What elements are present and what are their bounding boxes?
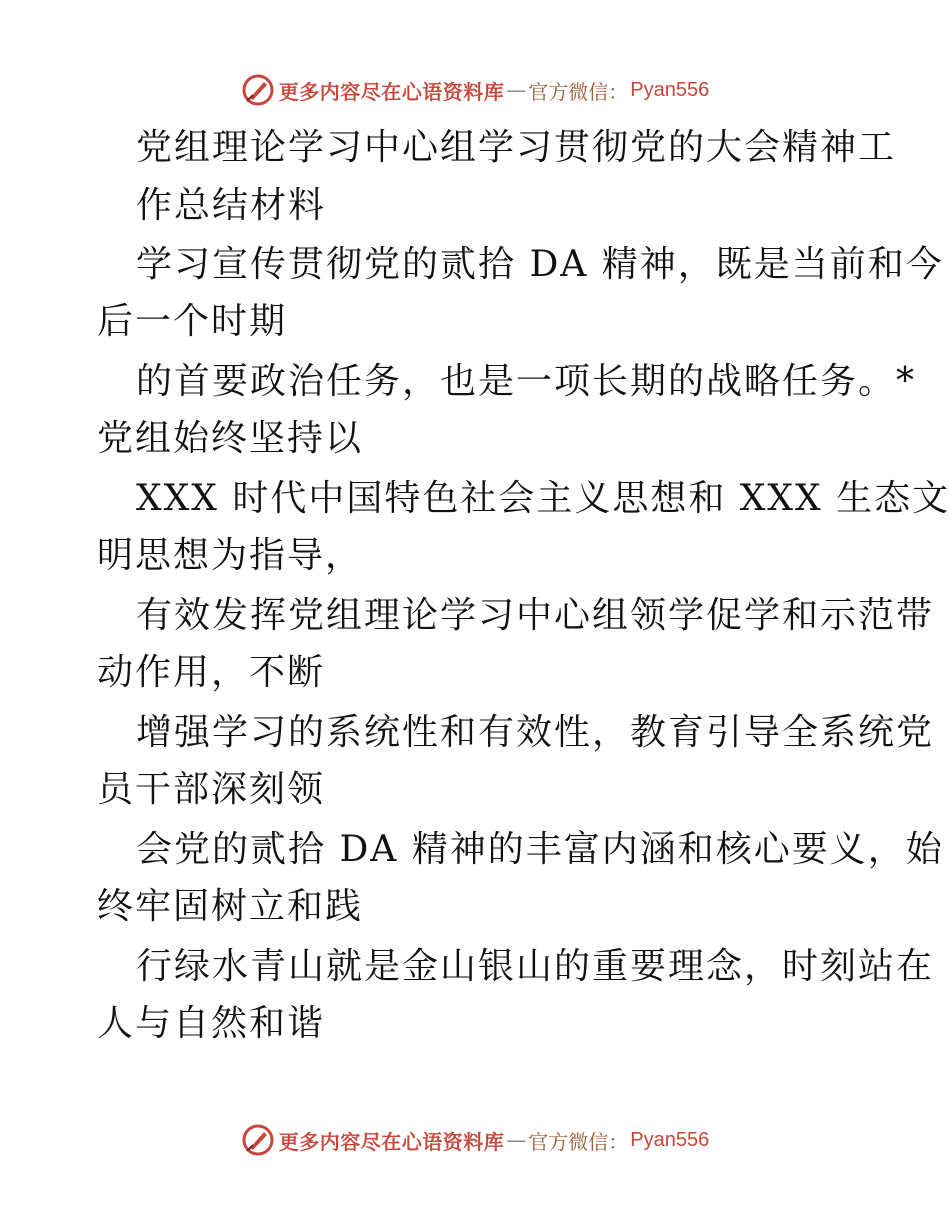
- quill-logo-icon: [241, 73, 275, 107]
- footer-wechat-id: Pyan556: [630, 1128, 710, 1151]
- footer-wechat-label: 官方微信：: [528, 1129, 629, 1154]
- quill-logo-icon: [241, 1123, 275, 1157]
- doc-line: 员干部深刻领: [97, 769, 326, 810]
- doc-line: 的首要政治任务，也是一项长期的战略任务。*: [136, 361, 917, 402]
- header-wechat-id: Pyan556: [630, 78, 710, 101]
- header-separator: —: [506, 78, 527, 102]
- header-brand-text: 更多内容尽在心语资料库: [278, 79, 505, 104]
- doc-line: 动作用，不断: [97, 652, 326, 693]
- doc-line: 学习宣传贯彻党的贰拾 DA 精神，既是当前和今: [136, 244, 944, 285]
- doc-line: 会党的贰拾 DA 精神的丰富内涵和核心要义，始: [136, 829, 944, 870]
- doc-line: 后一个时期: [97, 301, 288, 342]
- doc-line: 行绿水青山就是金山银山的重要理念，时刻站在: [136, 946, 935, 987]
- header-wechat-label: 官方微信：: [528, 79, 629, 104]
- footer-watermark: [0, 1120, 950, 1160]
- doc-line: XXX 时代中国特色社会主义思想和 XXX 生态文: [136, 478, 950, 519]
- doc-line: 终牢固树立和践: [97, 886, 364, 927]
- doc-line: 有效发挥党组理论学习中心组领学促学和示范带: [136, 595, 935, 636]
- footer-separator: —: [506, 1128, 527, 1152]
- header-watermark: [0, 70, 950, 110]
- doc-line: 党组理论学习中心组学习贯彻党的大会精神工: [136, 127, 897, 168]
- doc-line: 增强学习的系统性和有效性，教育引导全系统党: [136, 712, 935, 753]
- doc-line: 明思想为指导，: [97, 535, 364, 576]
- doc-line: 人与自然和谐: [97, 1003, 326, 1044]
- doc-line: 党组始终坚持以: [97, 418, 364, 459]
- footer-brand-text: 更多内容尽在心语资料库: [278, 1129, 505, 1154]
- doc-line: 作总结材料: [136, 185, 327, 226]
